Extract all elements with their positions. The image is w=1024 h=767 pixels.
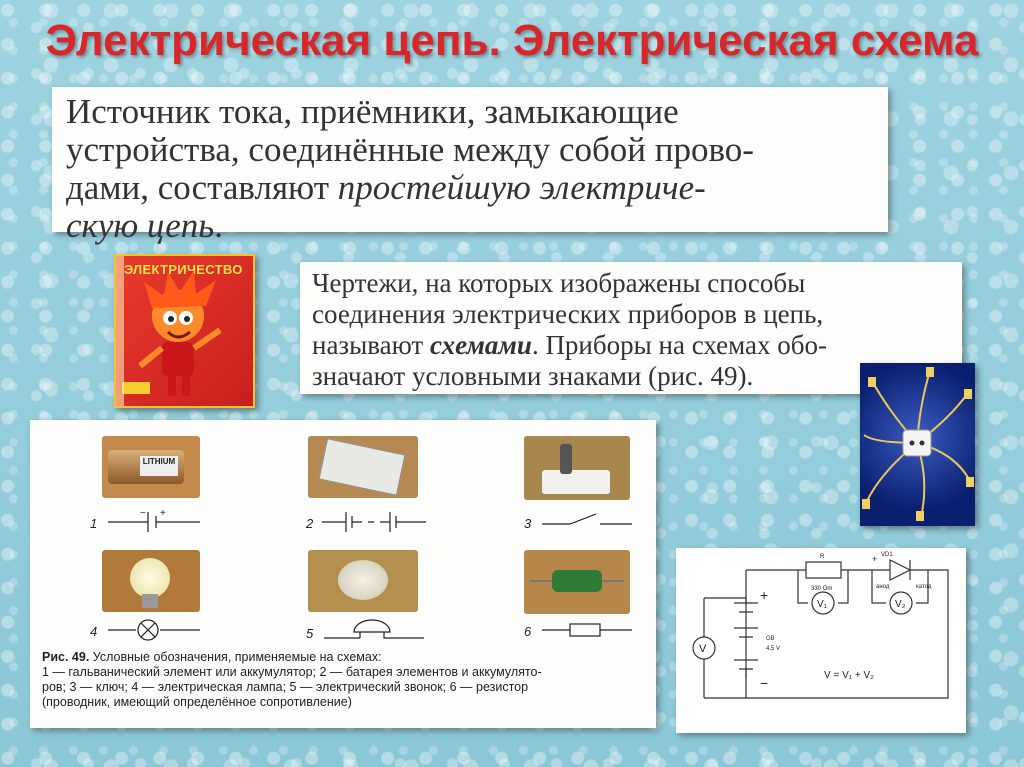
battery-pack-photo bbox=[308, 436, 418, 498]
circuit-schematic bbox=[676, 548, 966, 733]
resistor-photo bbox=[524, 550, 630, 614]
scheme-line: значают условными знаками (рис. 49). bbox=[312, 361, 754, 391]
definition-line bbox=[66, 207, 874, 245]
bell-symbol-icon bbox=[320, 618, 430, 642]
lamp-symbol-icon bbox=[104, 618, 204, 642]
socket-plugs-image bbox=[860, 363, 975, 526]
battery-label: LITHIUM bbox=[140, 456, 178, 476]
caption-text: (проводник, имеющий определённое сопротивление) bbox=[42, 695, 352, 709]
figure-49-symbols bbox=[30, 420, 656, 728]
voltmeter-v2-label: V₂ bbox=[895, 599, 906, 610]
caption-text: 1 — гальванический элемент или аккумулятор; 2 — батарея элементов и аккумулято- bbox=[42, 665, 542, 679]
cell-symbol-icon bbox=[104, 508, 204, 532]
scheme-line bbox=[312, 330, 950, 361]
lamp-photo bbox=[102, 550, 200, 612]
symbol-number: 6 bbox=[524, 624, 532, 639]
scheme-line: Чертежи, на которых изображены способы bbox=[312, 268, 806, 298]
caption-text: Условные обозначения, применяемые на схемах: bbox=[89, 650, 382, 664]
electricity-kit-image bbox=[114, 254, 255, 408]
caption-text: ров; 3 — ключ; 4 — электрическая лампа; 5 — электрический звонок; 6 — резистор bbox=[42, 680, 529, 694]
minus-sign: − bbox=[760, 675, 769, 691]
figure-caption bbox=[42, 650, 642, 710]
svg-text:+: + bbox=[160, 508, 166, 519]
gb-label: GB bbox=[766, 636, 775, 642]
switch-symbol-icon bbox=[538, 508, 638, 532]
electric-socket-icon bbox=[860, 363, 975, 526]
definition-term: простейшую электриче- bbox=[337, 168, 706, 207]
symbol-number: 5 bbox=[306, 626, 314, 641]
symbol-number: 4 bbox=[90, 624, 98, 639]
circuit-diagram bbox=[676, 548, 966, 733]
bell-photo bbox=[308, 550, 418, 612]
diode-plus-sign: + bbox=[872, 554, 878, 564]
symbol-number: 3 bbox=[524, 516, 532, 531]
definition-line: Источник тока, приёмники, замыкающие bbox=[66, 92, 679, 131]
definition-text: . bbox=[214, 206, 223, 245]
voltage-formula: V = V₁ + V₂ bbox=[824, 670, 875, 681]
scheme-text: называют bbox=[312, 330, 430, 360]
resistor-symbol-icon bbox=[538, 618, 638, 642]
definition-line: устройства, соединённые между собой прово- bbox=[66, 130, 754, 169]
scheme-text: . Приборы на схемах обо- bbox=[531, 330, 827, 360]
plus-sign: + bbox=[760, 587, 769, 603]
diode-label: VD1 bbox=[881, 552, 893, 558]
switch-key-photo bbox=[524, 436, 630, 500]
scheme-term: схемами bbox=[429, 330, 532, 360]
resistor-value: 330 Om bbox=[811, 586, 833, 592]
cartoon-character-icon bbox=[116, 256, 253, 406]
cathode-label: катод bbox=[916, 584, 932, 590]
page-title: Электрическая цепь. Электрическая схема bbox=[45, 16, 979, 65]
symbol-number: 2 bbox=[306, 516, 314, 531]
anode-label: анод bbox=[876, 584, 890, 590]
svg-text:−: − bbox=[140, 508, 146, 519]
resistor-label: R bbox=[820, 554, 825, 560]
kit-title: ЭЛЕКТРИЧЕСТВО bbox=[124, 262, 243, 277]
scheme-line: соединения электрических приборов в цепь, bbox=[312, 299, 824, 329]
battery-photo bbox=[102, 436, 200, 498]
definition-term: скую цепь bbox=[66, 206, 215, 245]
definition-line bbox=[66, 169, 874, 207]
definition-text: дами, составляют bbox=[66, 168, 338, 207]
symbol-number: 1 bbox=[90, 516, 98, 531]
voltmeter-v1-label: V₁ bbox=[817, 599, 828, 610]
battery-symbol-icon bbox=[320, 508, 430, 532]
definition-circuit-card bbox=[52, 87, 888, 245]
gb-voltage: 4,5 V bbox=[766, 646, 781, 652]
caption-title: Рис. 49. bbox=[42, 650, 90, 664]
voltmeter-main-label: V bbox=[699, 643, 707, 655]
